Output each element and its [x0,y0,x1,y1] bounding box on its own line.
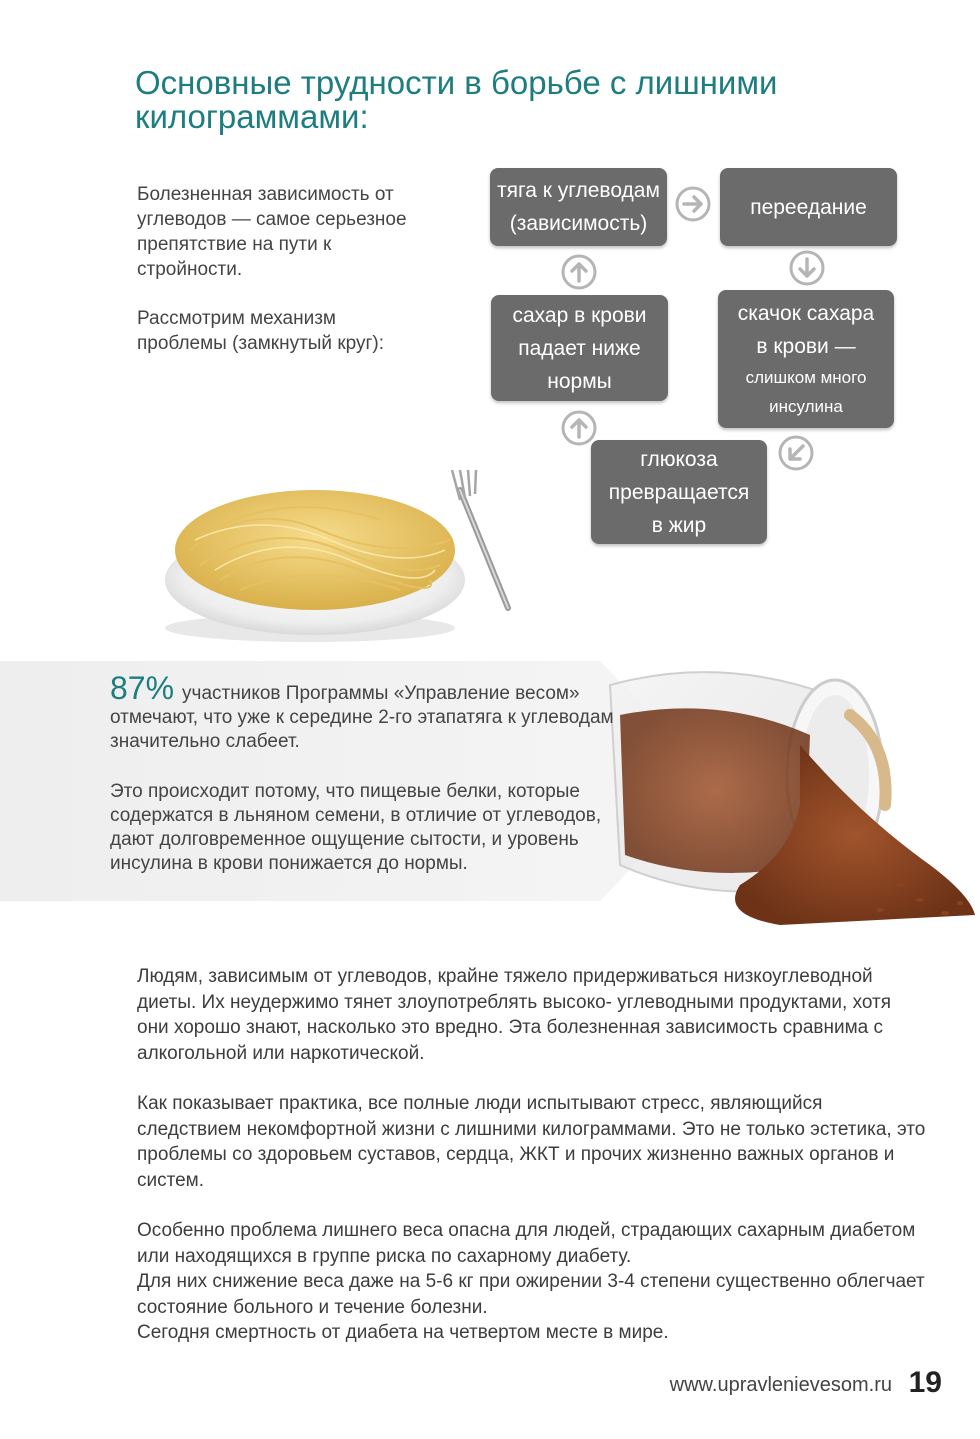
cycle-box-sugar-spike [718,290,894,428]
arrow-down-left-icon [778,435,814,471]
body-paragraph-3-sentence-2: Для них снижение веса даже на 5-6 кг при ожирении 3-4 степени существенно облегчает состояние больного и течение болезни. [137,1271,925,1318]
cycle-box-glucose-to-fat [591,440,767,544]
statistic-percent: 87% [110,670,175,706]
cycle-box-craving [490,168,667,246]
cycle-box-sugar-spike-line1: скачок сахара [737,302,875,325]
cycle-box-craving-line1: тяга к углеводам [497,179,660,202]
cycle-box-sugar-spike-line4: инсулина [769,397,843,416]
arrow-right-icon [675,186,711,222]
cycle-box-sugar-spike-line3: слишком много [745,368,867,387]
statistic-block [110,670,630,876]
cycle-box-glucose-line2: превращается [608,480,750,504]
cycle-box-sugar-drop-line1: сахар в крови [512,303,647,327]
body-paragraph-3-sentence-1: Особенно проблема лишнего веса опасна для людей, страдающих сахарным диабетом или находящихся в группе риска по сахарному диабету. [137,1220,916,1267]
page-number: 19 [908,1366,942,1399]
arrow-up-icon [561,410,597,446]
cycle-box-sugar-drop-line2: падает ниже [518,336,641,360]
statistic-text: участников Программы «Управление весом» отмечают, что уже к середине 2-го этапатяга к углеводам значительно слабеет. [110,683,614,752]
body-paragraph-3-sentence-3: Сегодня смертность от диабета на четвертом месте в мире. [137,1322,669,1343]
intro-paragraph-2: Рассмотрим механизм проблемы (замкнутый круг): [137,308,385,354]
footer-website-link[interactable]: www.upravlenievesom.ru [669,1374,892,1396]
cycle-box-craving-line2: (зависимость) [509,212,648,235]
page-title: Основные трудности в борьбе с лишними килограммами: [135,64,778,135]
cycle-box-sugar-drop [491,295,668,401]
intro-text [137,182,427,380]
body-paragraph-3 [137,1218,927,1346]
arrow-up-icon [561,254,597,290]
cycle-box-glucose-line3: в жир [651,513,707,537]
main-body-text [137,964,927,1371]
cycle-box-overeating-line1: переедание [750,195,867,219]
statistic-paragraph [110,670,630,754]
body-paragraph-2: Как показывает практика, все полные люди испытывают стресс, являющийся следствием некомфортной жизни с лишними килограммами. Это не только эстетика, это проблемы со здоровьем суставов, сердца, ЖКТ и прочих жизненно важных органов и систем. [137,1093,926,1191]
cycle-box-overeating [720,168,897,246]
body-paragraph-1: Людям, зависимым от углеводов, крайне тяжело придерживаться низкоуглеводной диеты. Их неудержимо тянет злоупотреблять высоко- углеводными продуктами, хотя они хорошо знают, насколько это вредно. Эта болезненная зависимость сравнима с алкогольной или наркотической. [137,966,891,1064]
cycle-box-sugar-spike-line2: в крови — [756,335,856,358]
cycle-box-glucose-line1: глюкоза [640,447,718,471]
flax-seed-jar-illustration [600,655,980,935]
statistic-explanation: Это происходит потому, что пищевые белки, которые содержатся в льняном семени, в отличие от углеводов, дают долговременное ощущение сытости, и уровень инсулина в крови понижается до нормы. [110,781,602,874]
cycle-box-sugar-drop-line3: нормы [547,369,612,393]
arrow-down-icon [789,250,825,286]
pasta-plate-illustration [160,470,540,645]
intro-paragraph-1: Болезненная зависимость от углеводов — самое серьезное препятствие на пути к стройности. [137,184,407,280]
